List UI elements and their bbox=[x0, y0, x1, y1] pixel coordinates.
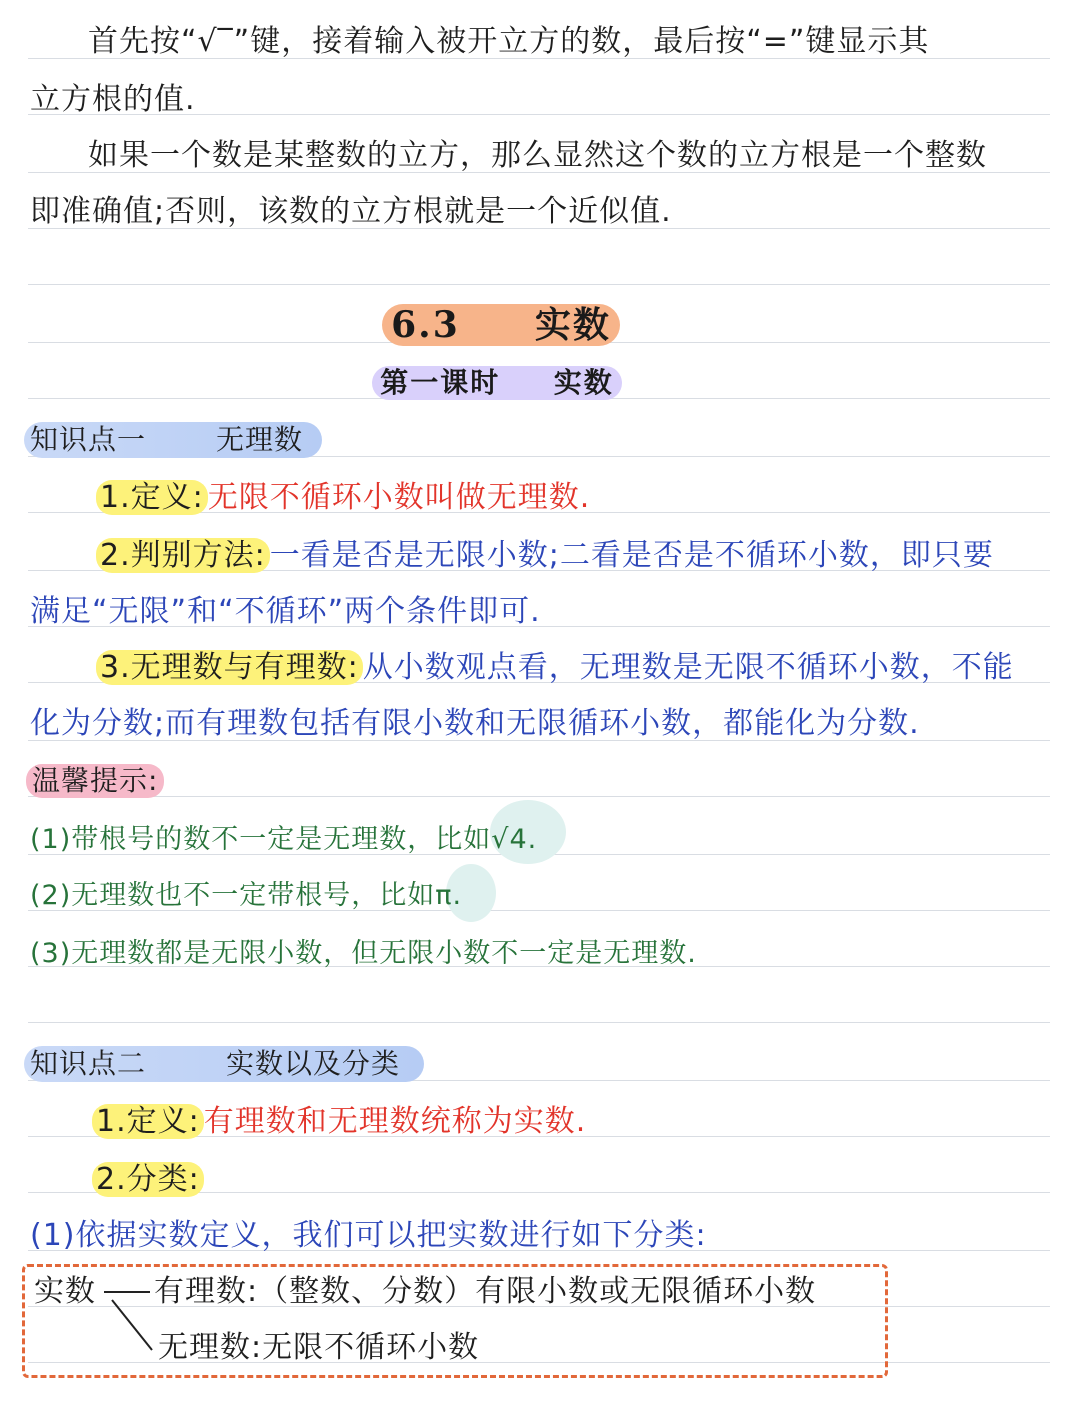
tree-branch-rational: 有理数:（整数、分数）有限小数或无限循环小数 bbox=[154, 1274, 817, 1309]
intro-line-4: 即准确值;否则，该数的立方根就是一个近似值. bbox=[30, 194, 672, 229]
kp2-cls-text: (1)依据实数定义，我们可以把实数进行如下分类: bbox=[30, 1218, 707, 1253]
tip-1: (1)带根号的数不一定是无理数，比如√4. bbox=[30, 824, 538, 855]
section-name: 实数 bbox=[534, 304, 611, 346]
kp2-cls-label: 2.分类: bbox=[92, 1162, 204, 1197]
kp1-rel-label: 3.无理数与有理数: bbox=[96, 650, 363, 685]
kp1-def-text: 无限不循环小数叫做无理数. bbox=[207, 480, 591, 515]
intro-line-2: 立方根的值. bbox=[30, 82, 196, 117]
subsection-label: 第一课时 bbox=[380, 366, 501, 399]
kp1-label: 知识点一 bbox=[30, 423, 147, 456]
tips-label: 温馨提示: bbox=[26, 764, 164, 798]
tree-line-branch-2 bbox=[112, 1300, 152, 1350]
subsection-name: 实数 bbox=[553, 366, 614, 399]
section-number: 6.3 bbox=[391, 304, 460, 346]
intro-line-3: 如果一个数是某整数的立方，那么显然这个数的立方根是一个整数 bbox=[88, 138, 987, 173]
kp1-title: 无理数 bbox=[216, 423, 304, 456]
tip-2: (2)无理数也不一定带根号，比如π. bbox=[30, 880, 463, 911]
tip-3: (3)无理数都是无限小数，但无限小数不一定是无理数. bbox=[30, 938, 697, 969]
tree-branch-irrational: 无理数:无限不循环小数 bbox=[158, 1330, 480, 1365]
kp1-def-label: 1.定义: bbox=[96, 480, 208, 515]
kp1-rel-text-1: 从小数观点看，无理数是无限不循环小数，不能 bbox=[362, 650, 1014, 685]
kp1-judge-text-1: 一看是否是无限小数;二看是否是不循环小数，即只要 bbox=[269, 538, 994, 573]
intro-line-1: 首先按“√‾”键，接着输入被开立方的数，最后按“=”键显示其 bbox=[88, 24, 930, 59]
kp2-label: 知识点二 bbox=[30, 1047, 147, 1080]
kp1-judge-label: 2.判别方法: bbox=[96, 538, 270, 573]
kp2-title: 实数以及分类 bbox=[226, 1047, 401, 1080]
kp1-rel-text-2: 化为分数;而有理数包括有限小数和无限循环小数，都能化为分数. bbox=[30, 706, 920, 741]
kp1-judge-text-2: 满足“无限”和“不循环”两个条件即可. bbox=[30, 594, 541, 629]
tree-root: 实数 bbox=[34, 1274, 96, 1309]
kp2-def-label: 1.定义: bbox=[92, 1104, 204, 1139]
kp2-def-text: 有理数和无理数统称为实数. bbox=[203, 1104, 587, 1139]
